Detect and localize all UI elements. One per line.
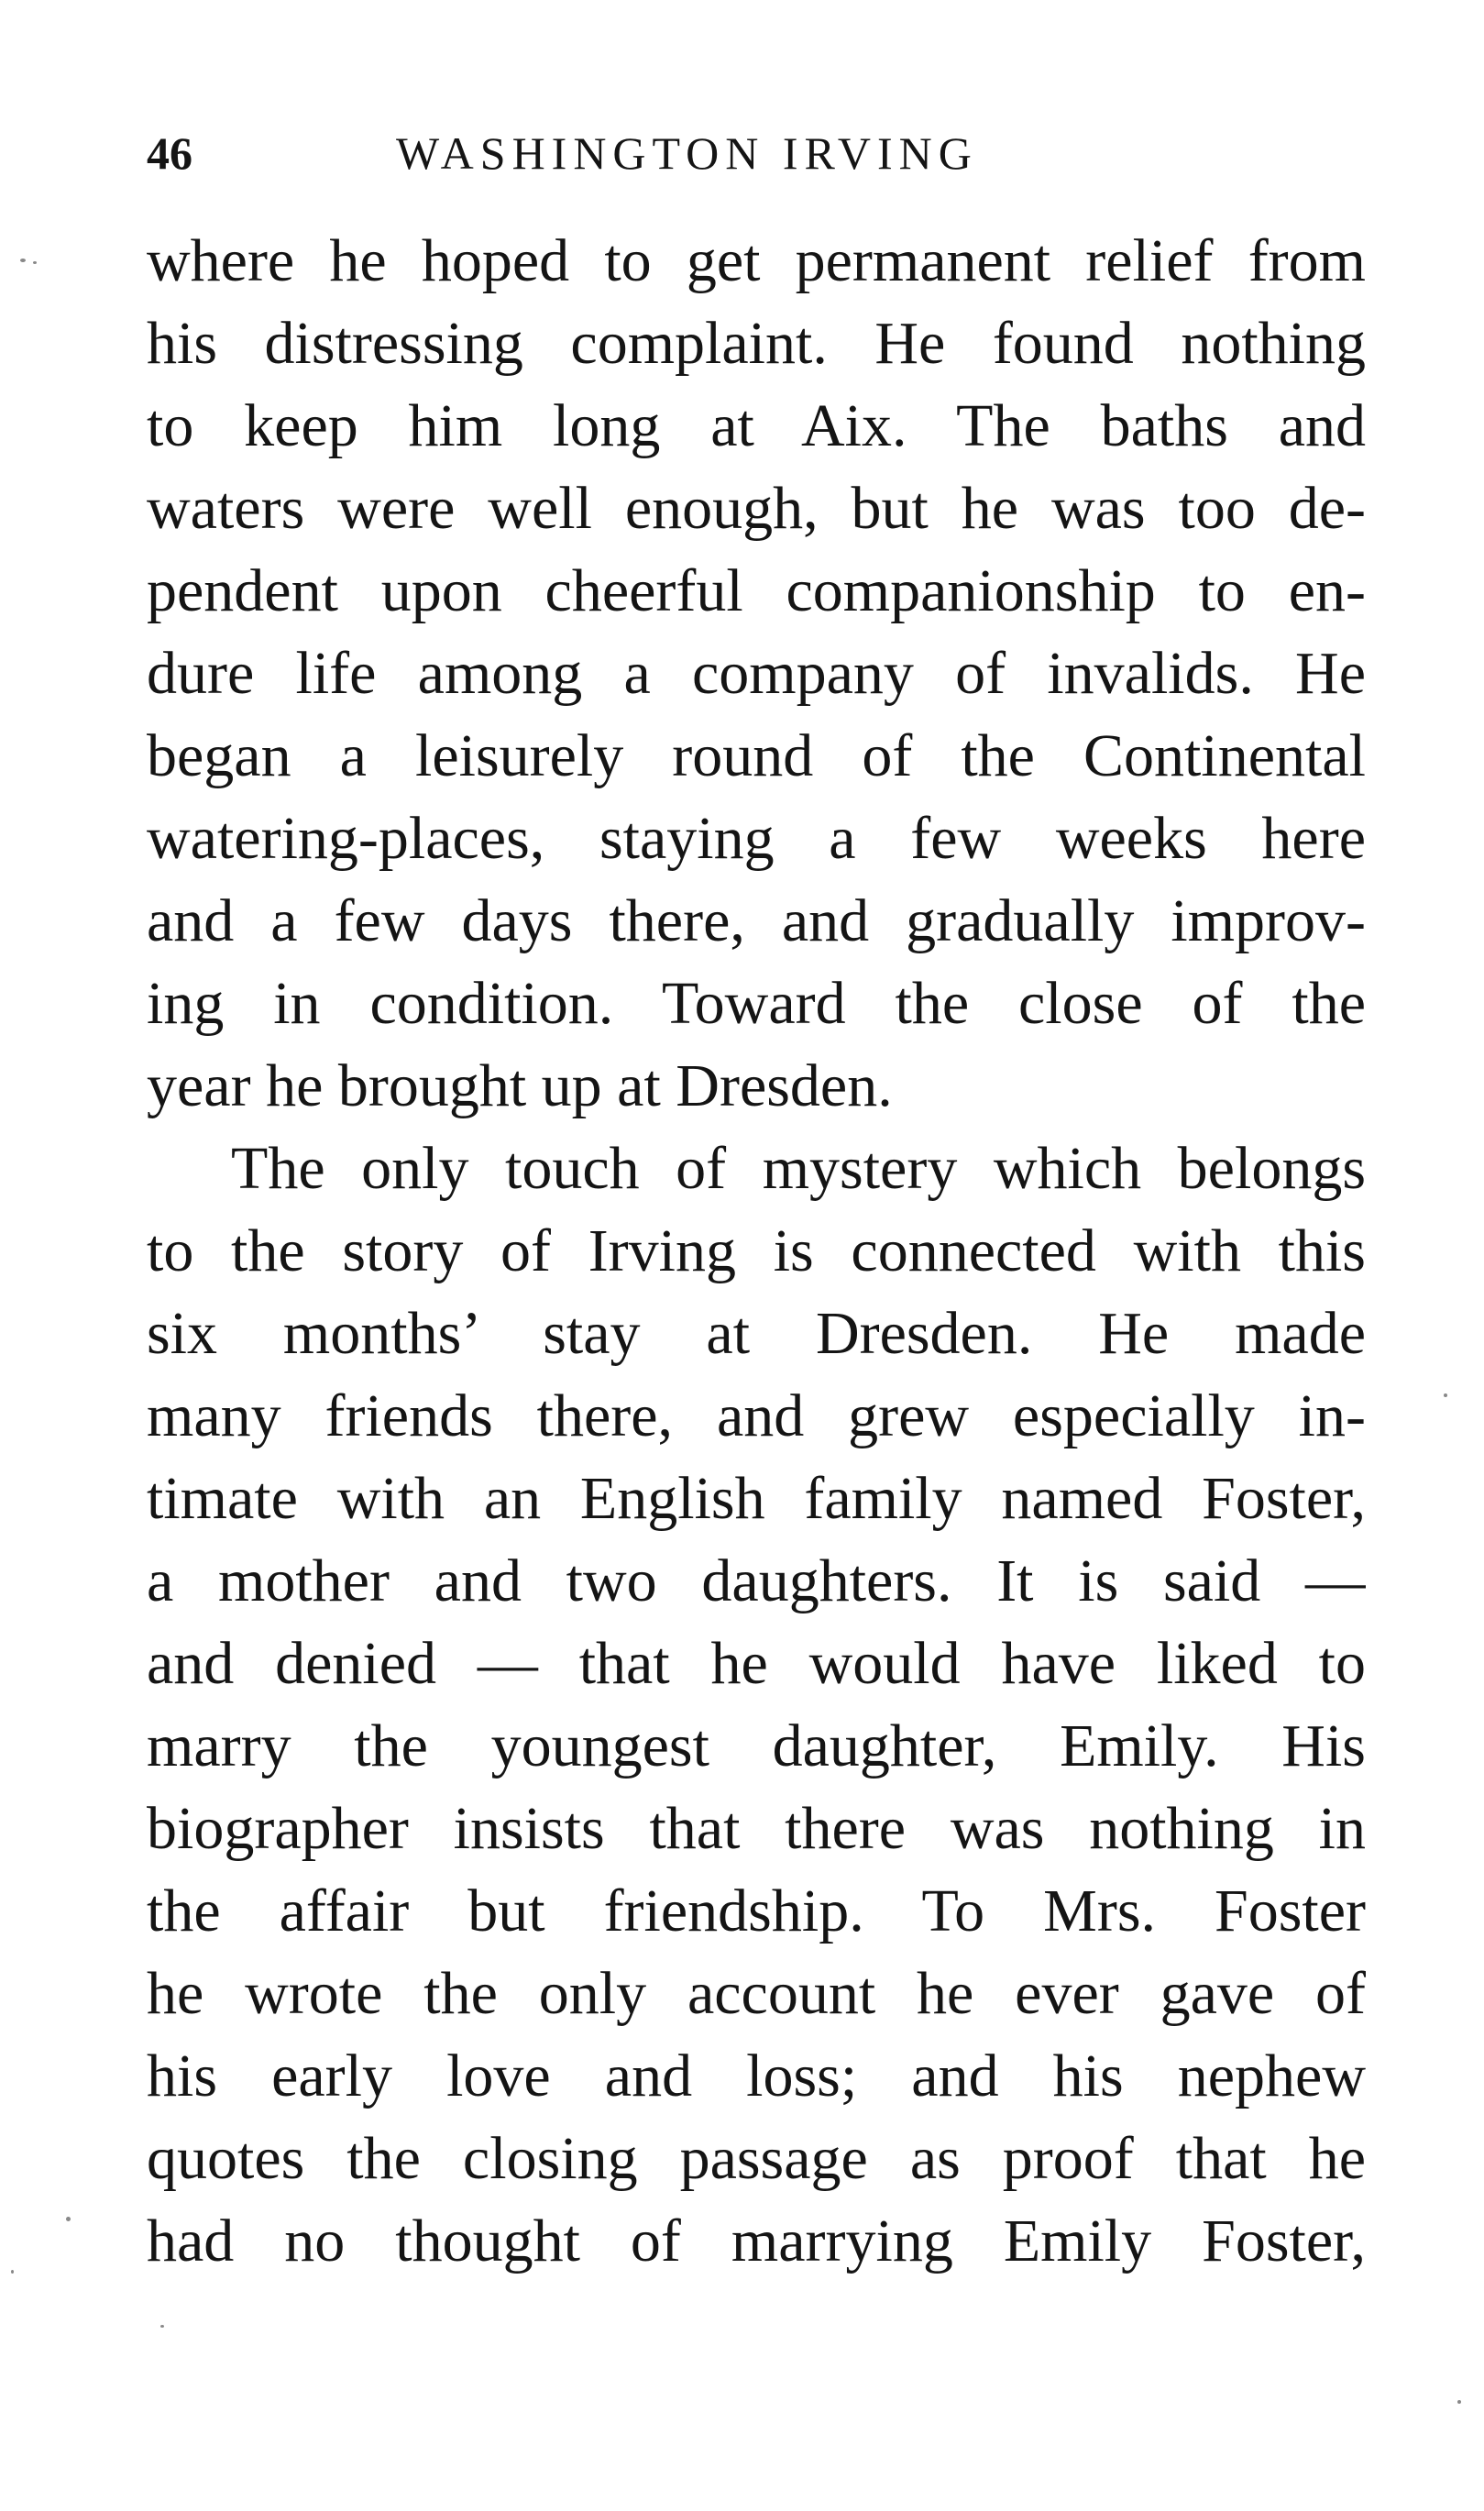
scan-speck [20,259,26,262]
paragraph-1-line-6: dure life among a company of invalids. He [147,640,1366,707]
paragraph-2-line-11: he wrote the only account he ever gave of [147,1960,1366,2027]
paragraph-2-line-1: The only touch of mystery which belongs [231,1135,1366,1202]
paragraph-2-line-9: biographer insists that there was nothing in [147,1795,1366,1862]
scan-speck [160,2325,164,2328]
paragraph-2-line-3: six months’ stay at Dresden. He made [147,1300,1366,1367]
paragraph-1-line-9: and a few days there, and gradually improv- [147,887,1366,954]
running-title: WASHINGTON IRVING [396,127,978,179]
paragraph-1-line-4: waters were well enough, but he was too de- [147,475,1366,542]
running-head [147,117,1366,191]
paragraph-2-line-4: many friends there, and grew especially in- [147,1382,1366,1449]
paragraph-1-line-1: where he hoped to get permanent relief from [147,227,1366,294]
paragraph-1-line-11: year he brought up at Dresden. [147,1052,893,1119]
paragraph-2-line-8: marry the youngest daughter, Emily. His [147,1713,1366,1779]
paragraph-1-line-5: pendent upon cheerful companionship to en- [147,557,1366,624]
paragraph-1-line-3: to keep him long at Aix. The baths and [147,392,1366,459]
paragraph-2-line-7: and denied — that he would have liked to [147,1630,1366,1697]
paragraph-2-line-13: quotes the closing passage as proof that he [147,2125,1366,2192]
page-number: 46 [147,127,192,179]
paragraph-1-line-2: his distressing complaint. He found nothing [147,310,1366,377]
paragraph-1-line-10: ing in condition. Toward the close of the [147,970,1366,1037]
scan-speck [1444,1393,1447,1397]
scan-speck [1457,2400,1461,2404]
paragraph-2-line-6: a mother and two daughters. It is said — [147,1547,1366,1614]
paragraph-2-line-10: the affair but friendship. To Mrs. Foster [147,1878,1366,1944]
paragraph-1-line-7: began a leisurely round of the Continental [147,722,1366,789]
scan-speck [33,261,37,264]
paragraph-1-line-8: watering-places, staying a few weeks here [147,805,1366,872]
body-text [147,220,1366,2283]
paragraph-2-line-2: to the story of Irving is connected with this [147,1217,1366,1284]
paragraph-2-line-5: timate with an English family named Foster, [147,1465,1366,1532]
paragraph-2-line-12: his early love and loss; and his nephew [147,2043,1366,2109]
scan-speck [11,2270,14,2274]
paragraph-2-line-14: had no thought of marrying Emily Foster, [147,2208,1366,2274]
scan-speck [66,2217,71,2221]
